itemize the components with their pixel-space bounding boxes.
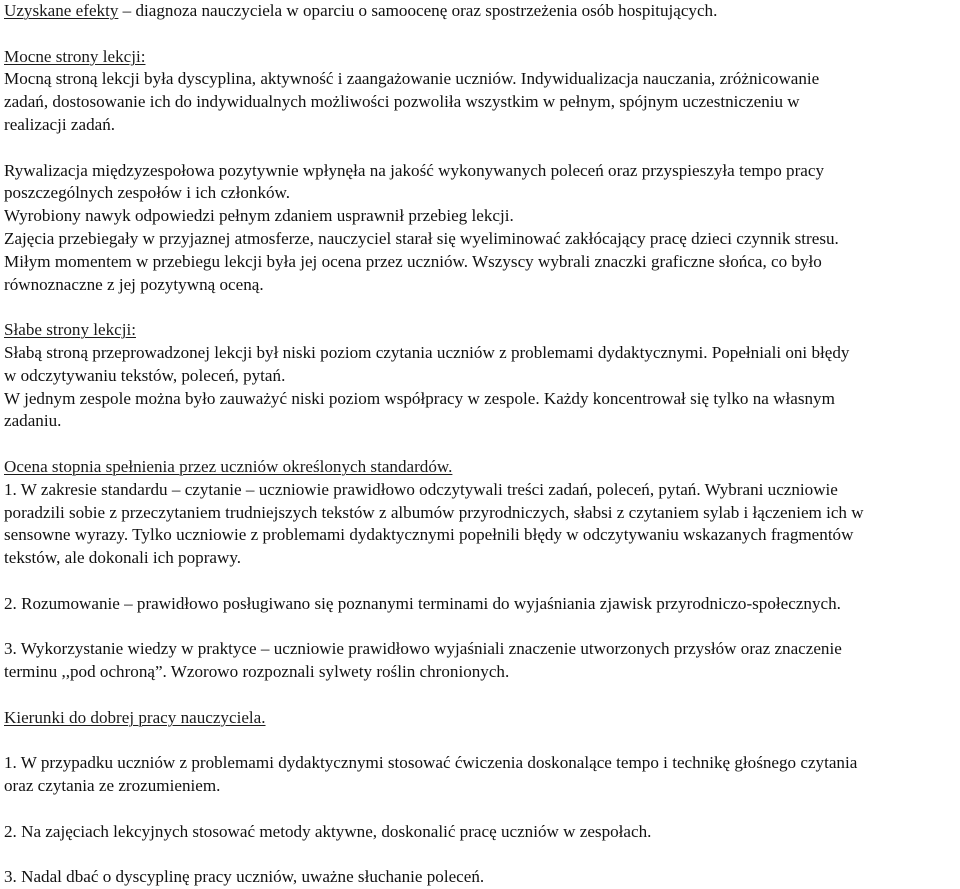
paragraph-line: Słabą stroną przeprowadzonej lekcji był niski poziom czytania uczniów z problemami dydaktycznymi. Popełniali oni błędy	[4, 342, 850, 362]
spacer	[4, 798, 954, 821]
standards-heading: Ocena stopnia spełnienia przez uczniów określonych standardów.	[4, 456, 453, 476]
list-item	[4, 593, 954, 616]
spacer	[4, 730, 954, 753]
paragraph-line: realizacji zadań.	[4, 114, 116, 134]
weaknesses-heading-line	[4, 319, 954, 342]
directions-heading: Kierunki do dobrej pracy nauczyciela.	[4, 707, 266, 727]
intro-label: Uzyskane efekty	[4, 1, 119, 20]
document	[4, 0, 954, 889]
standards-section	[4, 456, 954, 684]
strengths-heading: Mocne strony lekcji:	[4, 46, 146, 66]
paragraph-line: W jednym zespole można było zauważyć niski poziom współpracy w zespole. Każdy koncentrował się tylko na własnym	[4, 388, 835, 408]
intro-text: – diagnoza nauczyciela w oparciu o samoocenę oraz spostrzeżenia osób hospitujących.	[118, 1, 718, 20]
spacer	[4, 296, 954, 319]
strengths-section	[4, 46, 954, 297]
paragraph-line: Wyrobiony nawyk odpowiedzi pełnym zdaniem usprawnił przebieg lekcji.	[4, 206, 514, 226]
paragraph-line	[4, 137, 954, 160]
directions-heading-line	[4, 707, 954, 730]
spacer	[4, 570, 954, 593]
paragraph-line: 3. Wykorzystanie wiedzy w praktyce – uczniowie prawidłowo wyjaśniali znaczenie utworzonych przysłów oraz znaczenie	[4, 639, 842, 659]
paragraph-line: 1. W przypadku uczniów z problemami dydaktycznymi stosować ćwiczenia doskonalące tempo i technikę głośnego czytania	[4, 753, 858, 773]
paragraph-line: Mocną stroną lekcji była dyscyplina, aktywność i zaangażowanie uczniów. Indywidualizacja nauczania, zróżnicowanie	[4, 69, 820, 89]
list-item	[4, 479, 954, 570]
paragraph-line: zadaniu.	[4, 411, 62, 431]
directions-section	[4, 707, 954, 889]
weaknesses-section	[4, 319, 954, 433]
paragraph-line: terminu ,,pod ochroną”. Wzorowo rozpoznali sylwety roślin chronionych.	[4, 662, 510, 682]
paragraph-line: 2. Na zajęciach lekcyjnych stosować metody aktywne, doskonalić pracę uczniów w zespołach.	[4, 821, 652, 841]
paragraph-line: równoznaczne z jej pozytywną oceną.	[4, 274, 264, 294]
spacer	[4, 684, 954, 707]
weaknesses-heading: Słabe strony lekcji:	[4, 320, 136, 340]
paragraph-line: 3. Nadal dbać o dyscyplinę pracy uczniów, uważne słuchanie poleceń.	[4, 867, 485, 887]
paragraph-line: oraz czytania ze zrozumieniem.	[4, 776, 221, 796]
paragraph-line: tekstów, ale dokonali ich poprawy.	[4, 548, 242, 568]
spacer	[4, 23, 954, 46]
list-item	[4, 638, 954, 684]
paragraph-line: poszczególnych zespołów i ich członków.	[4, 183, 291, 203]
list-item	[4, 821, 954, 844]
paragraph-line: 2. Rozumowanie – prawidłowo posługiwano się poznanymi terminami do wyjaśniania zjawisk przyrodniczo-społecznych.	[4, 593, 841, 613]
paragraph-line: Rywalizacja międzyzespołowa pozytywnie wpłynęła na jakość wykonywanych poleceń oraz przyspieszyła tempo pracy	[4, 160, 824, 180]
paragraph-line: Miłym momentem w przebiegu lekcji była jej ocena przez uczniów. Wszyscy wybrali znaczki graficzne słońca, co było	[4, 251, 822, 271]
intro-line	[4, 0, 954, 23]
paragraph-line: zadań, dostosowanie ich do indywidualnych możliwości pozwoliła wszystkim w pełnym, spójnym uczestniczeniu w	[4, 92, 800, 112]
standards-heading-line	[4, 456, 954, 479]
paragraph-line: 1. W zakresie standardu – czytanie – uczniowie prawidłowo odczytywali treści zadań, poleceń, pytań. Wybrani uczniowie	[4, 479, 838, 499]
paragraph-line: poradzili sobie z przeczytaniem trudniejszych tekstów z albumów przyrodniczych, słabsi z czytaniem sylab i łączeniem ich w	[4, 502, 864, 522]
spacer	[4, 616, 954, 639]
list-item	[4, 866, 954, 889]
list-item	[4, 752, 954, 798]
paragraph-line: w odczytywaniu tekstów, poleceń, pytań.	[4, 365, 286, 385]
strengths-heading-line	[4, 46, 954, 69]
paragraph-line: sensowne wyrazy. Tylko uczniowie z problemami dydaktycznymi popełnili błędy w odczytywaniu wskazanych fragmentów	[4, 525, 854, 545]
spacer	[4, 433, 954, 456]
paragraph-line: Zajęcia przebiegały w przyjaznej atmosferze, nauczyciel starał się wyeliminować zakłócający pracę dzieci czynnik stresu.	[4, 228, 839, 248]
